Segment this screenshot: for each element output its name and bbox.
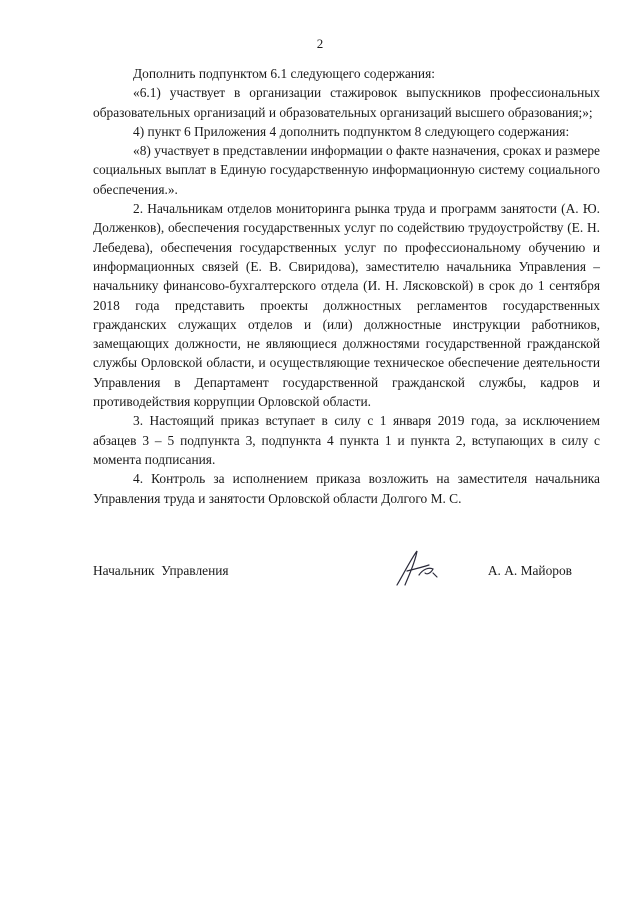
paragraph-item-2: 2. Начальникам отделов мониторинга рынка труда и программ занятости (А. Ю. Долженков), обеспечения государственных услуг по содействию трудоустройству (Е. Н. Лебедева), обеспечения государственных услуг по профессиональному обучению и информационных связей (Е. В. Свиридова), заместителю начальника Управления – начальнику финансово-бухгалтерского отдела (И. Н. Лясковской) в срок до 1 сентября 2018 года представить проекты должностных регламентов государственных гражданских служащих отделов и (или) должностные инструкции работников, замещающих должности, не являющиеся должностями государственной гражданской службы Орловской области, и осуществляющие техническое обеспечение деятельности Управления в Департамент государственной гражданской службы, кадров и противодействия коррупции Орловской области.	[93, 201, 600, 410]
paragraph-subpoint-8: «8) участвует в представлении информации о факте назначения, сроках и размере социальных выплат в Единую государственную информационную систему социального обеспечения.».	[93, 143, 600, 197]
paragraph-item-3: 3. Настоящий приказ вступает в силу с 1 января 2019 года, за исключением абзацев 3 – 5 подпункта 3, подпункта 4 пункта 1 и пункта 2, вступающих в силу с момента подписания.	[93, 413, 600, 467]
signatory-name: А. А. Майоров	[487, 563, 572, 578]
page-number: 2	[316, 36, 324, 51]
paragraph-item-4-control: 4. Контроль за исполнением приказа возложить на заместителя начальника Управления труда и занятости Орловской области Долгого М. С.	[93, 471, 600, 506]
paragraph-item-4: 4) пункт 6 Приложения 4 дополнить подпунктом 8 следующего содержания:	[133, 123, 570, 139]
handwritten-signature	[389, 545, 453, 591]
signature-block	[93, 563, 600, 603]
signatory-title: Начальник Управления	[93, 563, 229, 578]
paragraph-subpoint-6-1: «6.1) участвует в организации стажировок выпускников профессиональных образовательных организаций и образовательных организаций высшего образования;»;	[93, 85, 600, 120]
document-body	[93, 64, 600, 508]
paragraph-intro: Дополнить подпунктом 6.1 следующего содержания:	[133, 66, 435, 81]
